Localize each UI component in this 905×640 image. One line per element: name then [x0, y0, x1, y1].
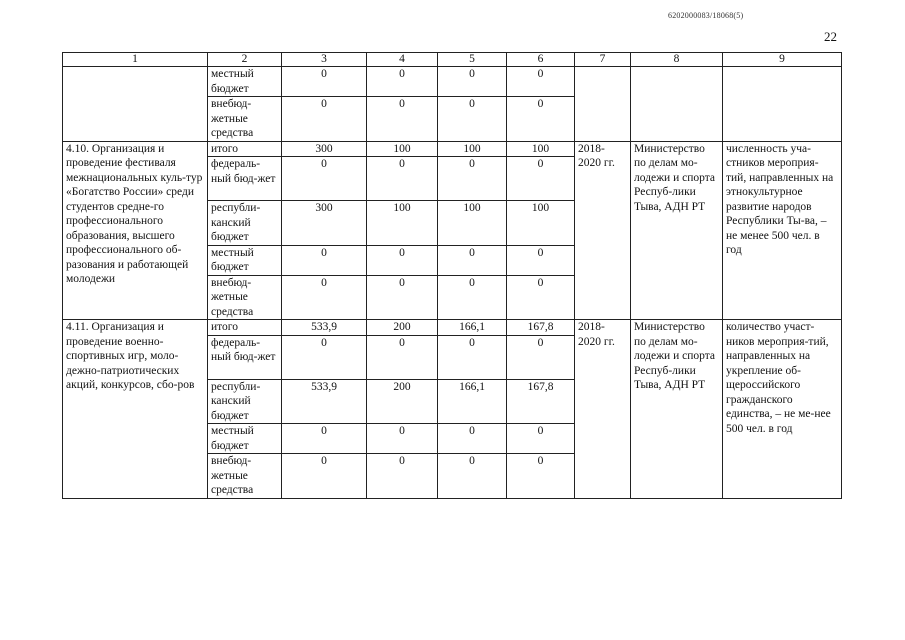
funding-source: итого	[208, 320, 282, 336]
value-2018: 0	[367, 97, 438, 142]
value-2019: 166,1	[438, 379, 507, 424]
value-2019: 0	[438, 67, 507, 97]
value-2018: 0	[367, 157, 438, 201]
table-row	[63, 67, 842, 97]
value-2020: 0	[507, 424, 575, 454]
activity-title: 4.11. Организация и проведение военно-спортивных игр, моло-дежно-патриотических акций, конкурсов, сбо-ров	[63, 320, 208, 499]
value-total: 0	[282, 245, 367, 275]
value-2019: 0	[438, 157, 507, 201]
value-2018: 0	[367, 454, 438, 499]
value-total: 0	[282, 335, 367, 379]
value-2019: 100	[438, 201, 507, 246]
value-2020: 167,8	[507, 379, 575, 424]
implementation-period: 2018-2020 гг.	[575, 141, 631, 320]
value-2019: 0	[438, 454, 507, 499]
value-2018: 100	[367, 141, 438, 157]
responsible-executor: Министерство по делам мо-лодежи и спорта Респуб-лики Тыва, АДН РТ	[631, 141, 723, 320]
column-header: 6	[507, 53, 575, 67]
funding-source: внебюд-жетные средства	[208, 97, 282, 142]
column-header: 8	[631, 53, 723, 67]
value-total: 0	[282, 67, 367, 97]
value-2020: 0	[507, 67, 575, 97]
table-row	[63, 320, 842, 336]
funding-source: республи-канский бюджет	[208, 379, 282, 424]
value-total: 0	[282, 424, 367, 454]
value-2020: 0	[507, 454, 575, 499]
value-total: 0	[282, 275, 367, 320]
value-2020: 0	[507, 275, 575, 320]
program-table	[62, 52, 842, 499]
value-2020: 0	[507, 245, 575, 275]
table-row	[63, 141, 842, 157]
value-2020: 0	[507, 157, 575, 201]
value-2018: 0	[367, 335, 438, 379]
value-total: 0	[282, 157, 367, 201]
value-2018: 200	[367, 320, 438, 336]
empty-period-cell	[575, 67, 631, 142]
value-2019: 0	[438, 335, 507, 379]
page-number: 22	[824, 29, 837, 44]
value-2018: 0	[367, 424, 438, 454]
value-2019: 100	[438, 141, 507, 157]
funding-source: итого	[208, 141, 282, 157]
empty-title-cell	[63, 67, 208, 142]
funding-source: республи-канский бюджет	[208, 201, 282, 246]
value-total: 0	[282, 454, 367, 499]
column-header: 9	[723, 53, 842, 67]
column-header: 7	[575, 53, 631, 67]
funding-source: федераль-ный бюд-жет	[208, 335, 282, 379]
empty-executor-cell	[631, 67, 723, 142]
funding-source: федераль-ный бюд-жет	[208, 157, 282, 201]
value-2018: 0	[367, 275, 438, 320]
value-total: 300	[282, 201, 367, 246]
value-total: 300	[282, 141, 367, 157]
value-2018: 0	[367, 245, 438, 275]
value-2020: 0	[507, 97, 575, 142]
value-2020: 100	[507, 201, 575, 246]
value-2019: 0	[438, 97, 507, 142]
value-2019: 0	[438, 424, 507, 454]
value-2018: 0	[367, 67, 438, 97]
column-header: 5	[438, 53, 507, 67]
value-2019: 0	[438, 275, 507, 320]
column-header: 4	[367, 53, 438, 67]
value-2019: 0	[438, 245, 507, 275]
column-header: 1	[63, 53, 208, 67]
value-2020: 100	[507, 141, 575, 157]
column-header: 3	[282, 53, 367, 67]
value-2019: 166,1	[438, 320, 507, 336]
value-2020: 167,8	[507, 320, 575, 336]
funding-source: внебюд-жетные средства	[208, 275, 282, 320]
activity-title: 4.10. Организация и проведение фестиваля межнациональных куль-тур «Богатство России» среди студентов средне-го профессионального образования, высшего профессионального об-разования и работающей молодежи	[63, 141, 208, 320]
target-indicator: количество участ-ников мероприя-тий, направленных на укрепление об-щероссийского гражданского единства, – не ме-нее 500 чел. в год	[723, 320, 842, 499]
value-total: 533,9	[282, 320, 367, 336]
funding-source: внебюд-жетные средства	[208, 454, 282, 499]
value-total: 533,9	[282, 379, 367, 424]
empty-indicator-cell	[723, 67, 842, 142]
implementation-period: 2018-2020 гг.	[575, 320, 631, 499]
column-number-row	[63, 53, 842, 67]
funding-source: местный бюджет	[208, 424, 282, 454]
document-code: 6202000083/18068(5)	[668, 11, 744, 20]
column-header: 2	[208, 53, 282, 67]
funding-source: местный бюджет	[208, 245, 282, 275]
responsible-executor: Министерство по делам мо-лодежи и спорта Респуб-лики Тыва, АДН РТ	[631, 320, 723, 499]
funding-source: местный бюджет	[208, 67, 282, 97]
value-2018: 200	[367, 379, 438, 424]
value-2020: 0	[507, 335, 575, 379]
value-total: 0	[282, 97, 367, 142]
target-indicator: численность уча-стников мероприя-тий, направленных на этнокультурное развитие народов Республики Ты-ва, – не менее 500 чел. в год	[723, 141, 842, 320]
value-2018: 100	[367, 201, 438, 246]
